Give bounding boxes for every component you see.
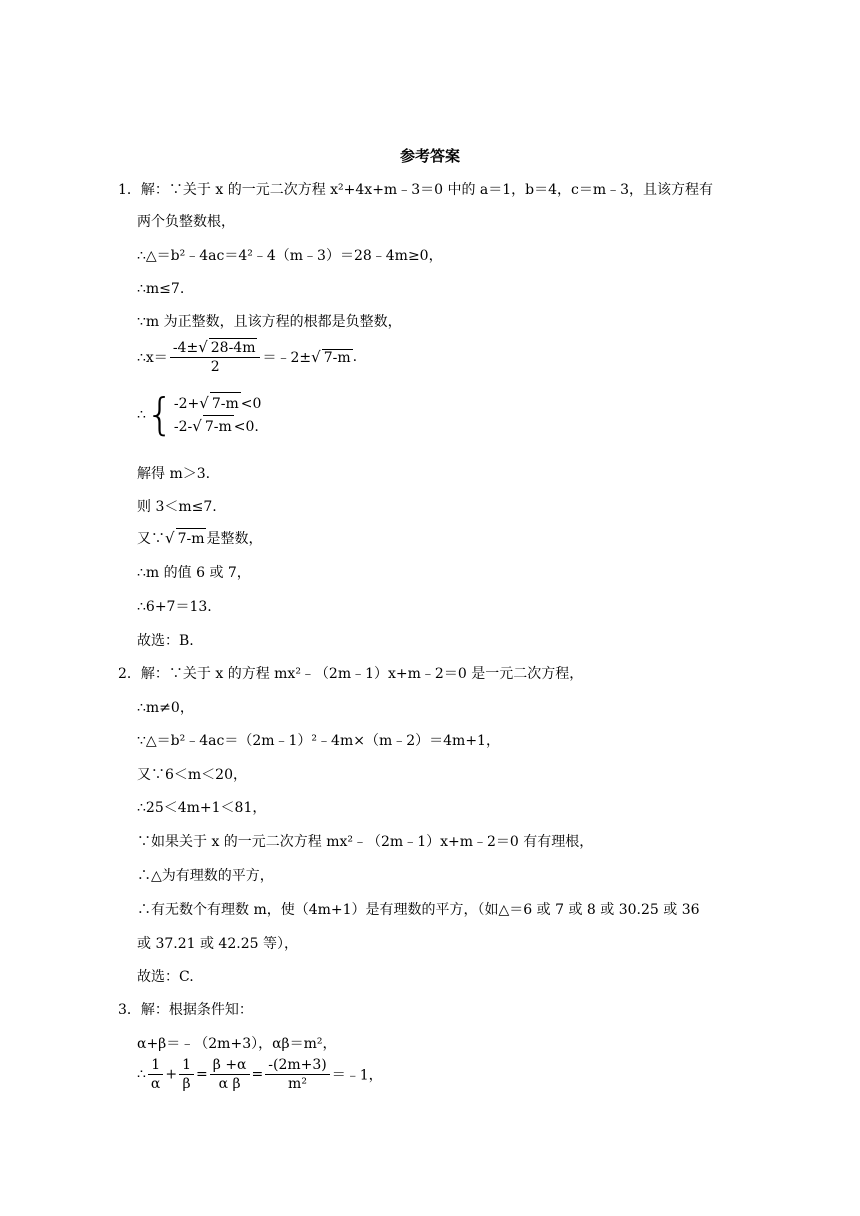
fraction-numerator: -4± xyxy=(172,340,199,356)
page-title: 参考答案 xyxy=(399,147,460,165)
solution-2-line-6: ∵如果关于 x 的一元二次方程 mx²﹣（2m﹣1）x+m﹣2＝0 有有理根， xyxy=(137,834,594,850)
fraction-result xyxy=(265,1056,329,1093)
solution-3-line-2: α+β＝﹣（2m+3），αβ＝m²， xyxy=(137,1036,337,1052)
solution-1-line-12: ∴6+7＝13. xyxy=(137,599,212,615)
solution-2-answer: 故选：C. xyxy=(137,969,194,985)
solution-1-inequality-system xyxy=(137,389,262,440)
radicand: 7-m xyxy=(210,392,241,415)
solution-1-line-5: ∵m 为正整数，且该方程的根都是负整数， xyxy=(137,314,402,330)
solution-1-line-8: 解得 m＞3. xyxy=(137,466,211,482)
fraction-denominator: m² xyxy=(265,1074,329,1093)
row-part: -2- xyxy=(173,419,193,435)
row-part: <0 xyxy=(233,419,255,435)
solution-1-line-10 xyxy=(137,528,262,549)
solution-1-root-formula xyxy=(137,338,357,376)
formula-middle: ＝﹣2± xyxy=(262,350,312,366)
left-brace-icon: { xyxy=(145,389,174,440)
solution-3-fraction-equation xyxy=(137,1056,383,1093)
radical-sign: √ xyxy=(192,417,202,435)
row-part: <0 xyxy=(240,396,262,412)
solution-2-line-2: ∴m≠0， xyxy=(137,700,194,716)
solution-2-line-3: ∵△＝b²﹣4ac＝（2m﹣1）²﹣4m×（m﹣2）＝4m+1， xyxy=(137,733,500,749)
fraction-1-over-beta xyxy=(179,1056,194,1093)
fraction-denominator: β xyxy=(179,1074,194,1093)
equation-end: ＝﹣1， xyxy=(331,1067,383,1084)
radicand: 7-m xyxy=(203,415,234,438)
solution-2-line-9: 或 37.21 或 42.25 等）， xyxy=(137,936,298,952)
equation-prefix: ∴ xyxy=(137,1066,146,1083)
solution-2-line-4: 又∵6＜m＜20， xyxy=(137,767,247,783)
system-prefix: ∴ xyxy=(137,407,146,423)
radicand: 28-4m xyxy=(210,340,256,356)
equals-sign: = xyxy=(251,1066,264,1083)
solution-1-line-11: ∴m 的值 6 或 7， xyxy=(137,565,251,581)
radical-sign: √ xyxy=(198,338,208,356)
fraction-1-over-alpha xyxy=(148,1056,163,1093)
solution-1-line-4: ∴m≤7. xyxy=(137,281,185,297)
radical-sign: √ xyxy=(311,348,321,366)
inequality-row-2 xyxy=(174,415,262,438)
row-end: . xyxy=(254,419,259,435)
solution-1-line-2: 两个负整数根， xyxy=(137,214,235,230)
plus-sign: + xyxy=(165,1066,178,1083)
radicand: 7-m xyxy=(323,349,351,366)
fraction-denominator: α xyxy=(148,1074,163,1093)
solution-2-line-7: ∴△为有理数的平方， xyxy=(137,868,274,884)
fraction-sum-over-product xyxy=(210,1056,250,1093)
radical-sign: √ xyxy=(165,529,175,547)
solution-2-line-8: ∴有无数个有理数 m，使（4m+1）是有理数的平方，（如△＝6 或 7 或 8 或 30.25 或 36 xyxy=(137,902,700,918)
solution-1-answer: 故选：B. xyxy=(137,633,194,649)
solution-3-line-1: 3．解：根据条件知： xyxy=(118,1002,253,1018)
radical-sign: √ xyxy=(199,394,209,412)
fraction-denominator: α β xyxy=(210,1074,250,1093)
solution-1-line-9: 则 3＜m≤7. xyxy=(137,499,217,515)
row-part: -2+ xyxy=(173,396,200,412)
solution-1-line-1: 1．解：∵关于 x 的一元二次方程 x²+4x+m﹣3＝0 中的 a＝1，b＝4，c＝m﹣3，且该方程有 xyxy=(118,182,714,198)
formula-end: . xyxy=(352,349,358,365)
inequality-row-1 xyxy=(174,392,262,415)
fraction-numerator: 1 xyxy=(182,1057,192,1073)
solution-2-line-5: ∴25＜4m+1＜81， xyxy=(137,800,267,816)
solution-2-line-1: 2．解：∵关于 x 的方程 mx²﹣（2m﹣1）x+m﹣2＝0 是一元二次方程， xyxy=(118,666,584,682)
radicand: 7-m xyxy=(176,528,207,549)
equals-sign: = xyxy=(196,1066,208,1083)
fraction-numerator: β +α xyxy=(212,1057,247,1073)
line-part: 是整数， xyxy=(206,531,263,547)
fraction-denominator: 2 xyxy=(170,357,261,376)
fraction-numerator: -(2m+3) xyxy=(268,1057,327,1073)
line-part: 又∵ xyxy=(137,531,165,547)
solution-1-line-3: ∴△＝b²﹣4ac＝4²﹣4（m﹣3）＝28﹣4m≥0， xyxy=(137,248,443,264)
fraction-numerator: 1 xyxy=(151,1057,161,1073)
root-fraction xyxy=(170,338,261,376)
formula-prefix: ∴x＝ xyxy=(137,350,168,366)
inequality-rows xyxy=(174,392,262,438)
